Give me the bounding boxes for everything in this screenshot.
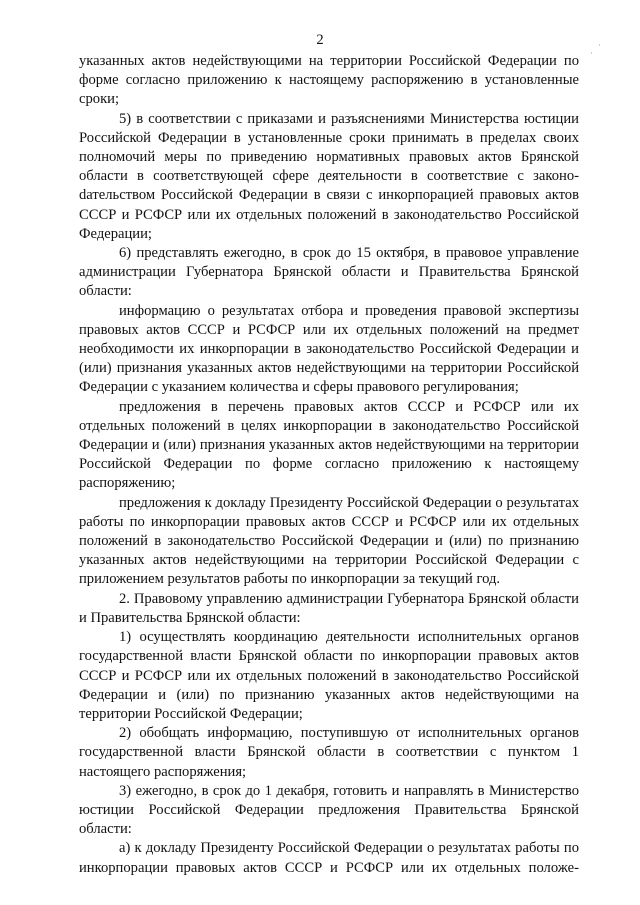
paragraph: 2) обобщать информацию, поступившую от исполнительных органов государственной власти Брянской области в соответствии с пунктом 1 настоящего распоряжения; — [79, 725, 579, 780]
paragraph: 5) в соответствии с приказами и разъяснениями Министерства юстиции Российской Федерации в установленные сроки принимать в пределах своих полномочий меры по приведению нормативных правовых актов Брянской области в соответствующей сфере деятельности в соответствие с законоdательством Российской Федерации в связи с инкорпорацией правовых актов СССР и РСФСР или их отдельных положений в законодательство Российской Федерации; — [79, 110, 579, 242]
paragraph: информацию о результатах отбора и проведения правовой экспертизы правовых актов СССР и РСФСР или их отдельных положений на предмет необходимости их инкорпорации в законодательство Российской Федерации и (или) признания указанных актов недействующими на территории Российской Федерации с указанием количества и сферы правового регулирования; — [79, 302, 579, 396]
paragraph: 1) осуществлять координацию деятельности исполнительных органов государственной власти Брянской области по инкорпорации правовых актов СССР и РСФСР или их отдельных положений в законодательство Российской Федерации и (или) по признанию указанных актов недействующими на территории Российской Федерации; — [79, 629, 579, 722]
paragraph: предложения к докладу Президенту Российской Федерации о результатах работы по инкорпорации правовых актов СССР и РСФСР или их отдельных положений в законодательство Российской Федерации и (или) по признанию указанных актов недействующими на территории Российской Федерации с приложением результатов работы по инкорпорации за текущий год. — [79, 494, 579, 588]
paragraph: указанных актов недействующими на территории Российской Федерации по форме согласно приложению к настоящему распоряжению в установленные сроки; — [79, 53, 579, 108]
scan-speck: · — [598, 40, 601, 50]
paragraph: предложения в перечень правовых актов СССР и РСФСР или их отдельных положений в целях инкорпорации в законодательство Российской Федерации и (или) признания указанных актов недействующими на территории Российской Федерации по форме согласно приложению к настоящему распоряжению; — [79, 398, 579, 492]
paragraph: 6) представлять ежегодно, в срок до 15 октября, в правовое управление администрации Губернатора Брянской области и Правительства Брянской области: — [79, 245, 579, 300]
scan-speck: · — [590, 48, 593, 58]
paragraph: 2. Правовому управлению администрации Губернатора Брянской области и Правительства Брянской области: — [79, 590, 579, 626]
paragraph: 3) ежегодно, в срок до 1 декабря, готовить и направлять в Министерство юстиции Российской Федерации предложения Правительства Брянской области: — [79, 782, 579, 838]
page-number: 2 — [316, 32, 324, 48]
paragraph: а) к докладу Президенту Российской Федерации о результатах работы по инкорпорации правовых актов СССР и РСФСР или их отдельных положе- — [79, 840, 579, 876]
document-body — [79, 52, 579, 878]
